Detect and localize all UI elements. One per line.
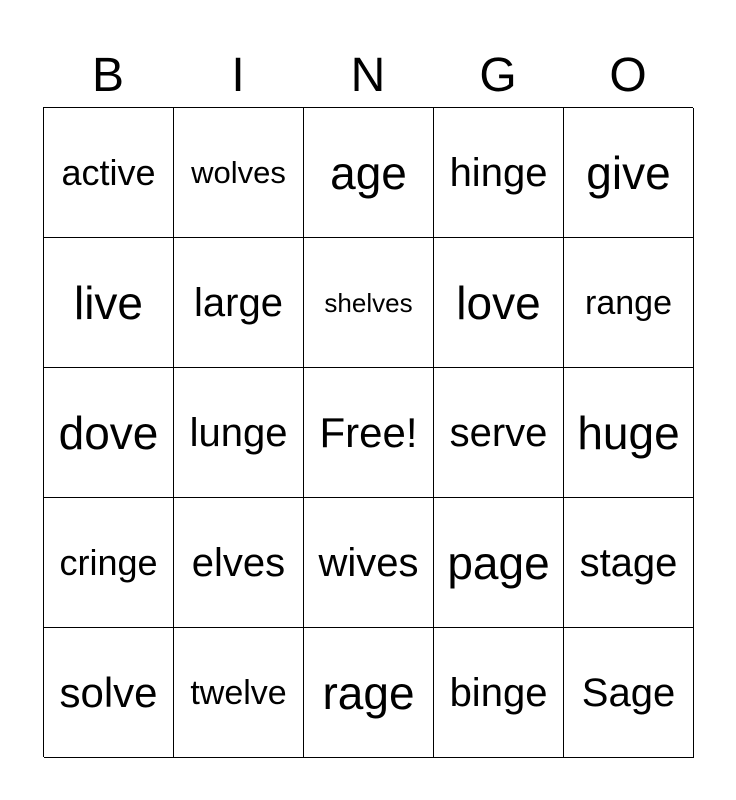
bingo-cell[interactable]: Sage xyxy=(564,628,694,758)
header-letter-b: B xyxy=(91,49,124,102)
bingo-cell[interactable]: twelve xyxy=(174,628,304,758)
bingo-cell[interactable]: huge xyxy=(564,368,694,498)
free-space-cell[interactable]: Free! xyxy=(304,368,434,498)
bingo-cell[interactable]: serve xyxy=(434,368,564,498)
bingo-cell[interactable]: wolves xyxy=(174,108,304,238)
bingo-cell[interactable]: lunge xyxy=(174,368,304,498)
bingo-cell[interactable]: dove xyxy=(44,368,174,498)
bingo-cell[interactable]: love xyxy=(434,238,564,368)
bingo-cell[interactable]: hinge xyxy=(434,108,564,238)
bingo-cell[interactable]: give xyxy=(564,108,694,238)
bingo-cell[interactable]: age xyxy=(304,108,434,238)
bingo-cell[interactable]: range xyxy=(564,238,694,368)
header-letter-g: G xyxy=(479,49,517,102)
bingo-cell[interactable]: binge xyxy=(434,628,564,758)
bingo-cell[interactable]: page xyxy=(434,498,564,628)
bingo-cell[interactable]: rage xyxy=(304,628,434,758)
bingo-cell[interactable]: cringe xyxy=(44,498,174,628)
bingo-cell[interactable]: wives xyxy=(304,498,434,628)
bingo-cell[interactable]: shelves xyxy=(304,238,434,368)
bingo-cell[interactable]: stage xyxy=(564,498,694,628)
bingo-cell[interactable]: elves xyxy=(174,498,304,628)
bingo-cell[interactable]: large xyxy=(174,238,304,368)
bingo-cell[interactable]: solve xyxy=(44,628,174,758)
header-letter-n: N xyxy=(350,49,386,102)
bingo-cell[interactable]: active xyxy=(44,108,174,238)
bingo-header xyxy=(43,48,693,104)
header-letter-i: I xyxy=(231,49,245,102)
bingo-cell[interactable]: live xyxy=(44,238,174,368)
header-letter-o: O xyxy=(609,49,647,102)
bingo-board xyxy=(43,107,693,757)
